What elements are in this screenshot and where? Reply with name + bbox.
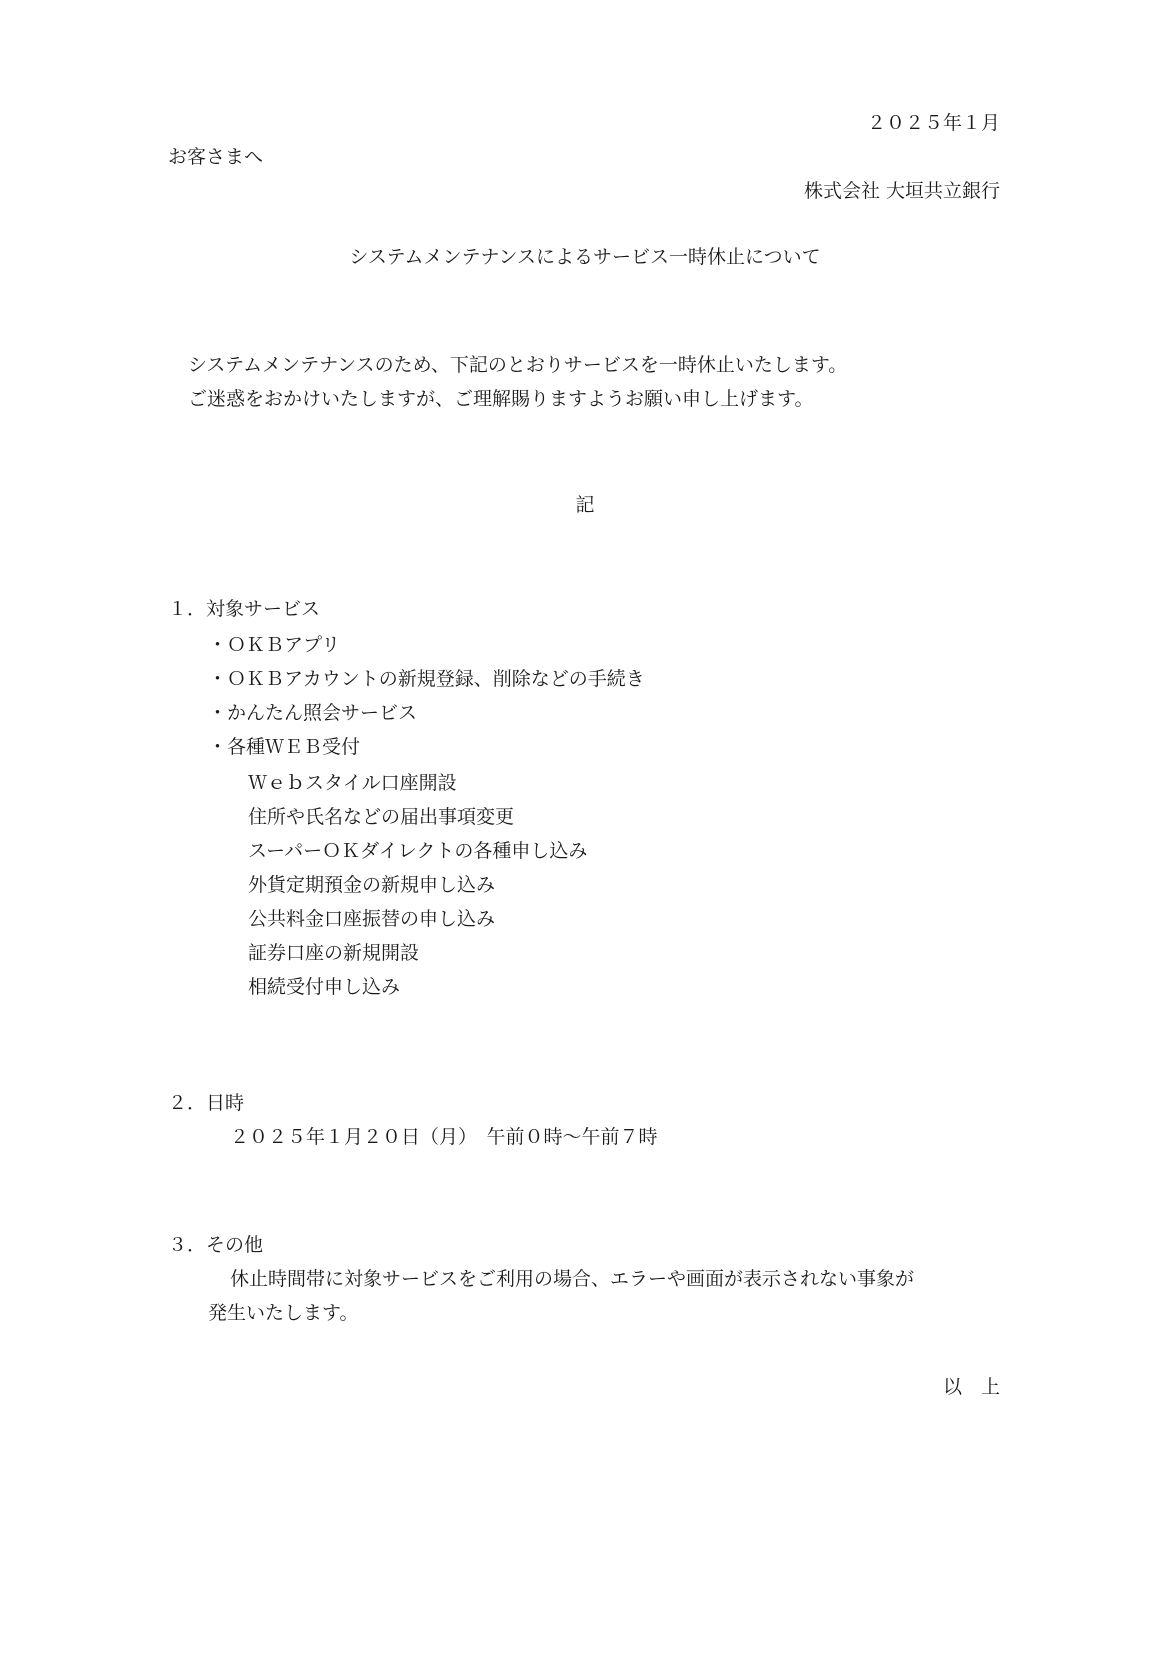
sub-list-item: スーパーＯＫダイレクトの各種申し込み xyxy=(248,840,588,862)
closing-mark: 以 上 xyxy=(942,1376,1000,1398)
page-title: システムメンテナンスによるサービス一時休止について xyxy=(349,246,821,268)
sub-list-item: 証券口座の新規開設 xyxy=(248,942,420,964)
recipient: お客さまへ xyxy=(168,146,264,168)
ki-marker: 記 xyxy=(575,494,595,516)
section-3-body-line-2: 発生いたします。 xyxy=(208,1302,359,1324)
section-3-heading: ３．その他 xyxy=(168,1234,264,1256)
intro-line-2: ご迷惑をおかけいたしますが、ご理解賜りますようお願い申し上げます。 xyxy=(188,388,814,410)
sub-list-item: 住所や氏名などの届出事項変更 xyxy=(248,806,515,828)
maintenance-datetime: ２０２５年１月２０日（月） 午前０時～午前７時 xyxy=(230,1126,658,1148)
list-item: ・ＯＫＢアプリ xyxy=(208,634,341,656)
list-item: ・ＯＫＢアカウントの新規登録、削除などの手続き xyxy=(208,668,645,690)
list-item: ・各種ＷＥＢ受付 xyxy=(208,736,361,758)
section-2-heading: ２．日時 xyxy=(168,1092,245,1114)
list-item: ・かんたん照会サービス xyxy=(208,702,418,724)
section-1-heading: １．対象サービス xyxy=(168,598,321,620)
sub-list-item: 外貨定期預金の新規申し込み xyxy=(248,874,496,896)
document-date: ２０２５年１月 xyxy=(866,112,1000,134)
sub-list-item: 公共料金口座振替の申し込み xyxy=(248,908,496,930)
intro-line-1: システムメンテナンスのため、下記のとおりサービスを一時休止いたします。 xyxy=(188,354,848,376)
sub-list-item: Ｗｅｂスタイル口座開設 xyxy=(248,772,457,794)
section-3-body-line-1: 休止時間帯に対象サービスをご利用の場合、エラーや画面が表示されない事象が xyxy=(230,1268,915,1290)
sub-list-item: 相続受付申し込み xyxy=(248,976,401,998)
sender-company: 株式会社 大垣共立銀行 xyxy=(803,180,1000,202)
